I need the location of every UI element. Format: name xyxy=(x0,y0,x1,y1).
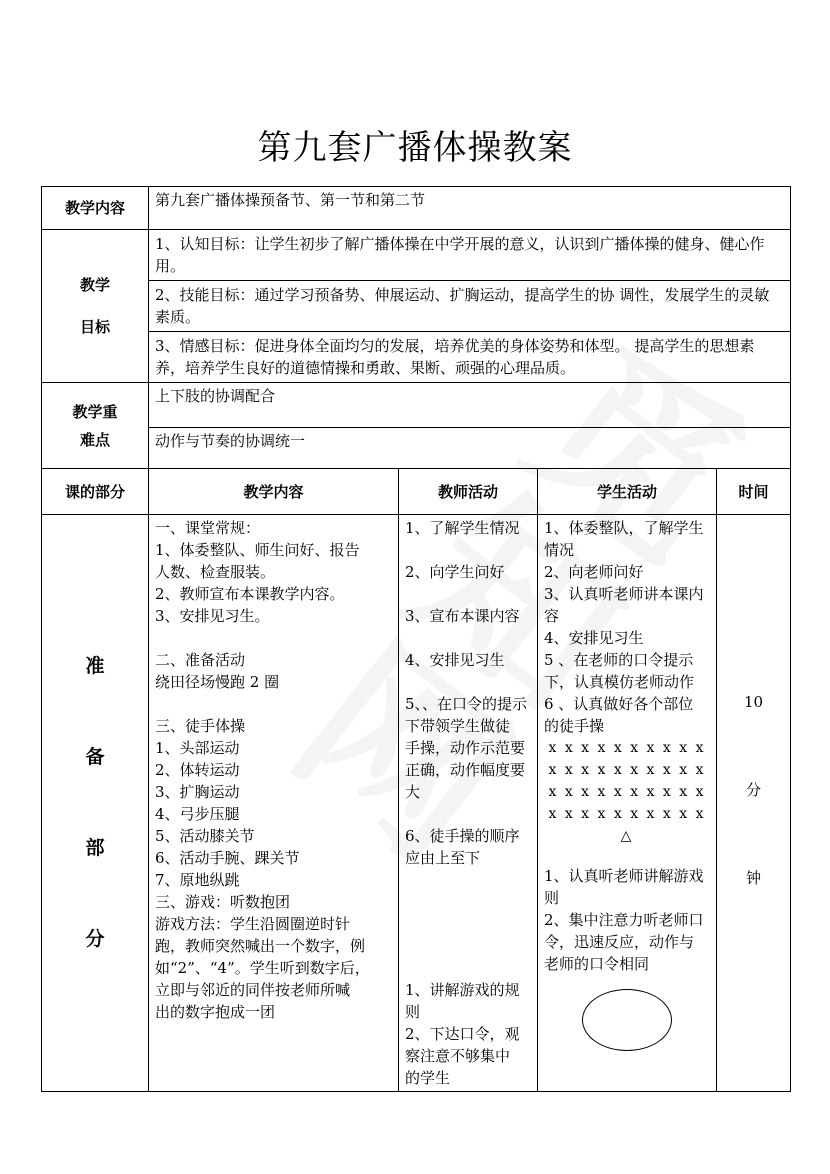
content-line: 三、徒手体操 xyxy=(155,717,246,735)
student-line: 6 、认真做好各个部位 xyxy=(544,695,694,713)
section-char: 部 xyxy=(85,837,105,859)
key-points-cell xyxy=(149,383,791,469)
lesson-plan-table xyxy=(41,186,791,1092)
teacher-line xyxy=(405,957,531,979)
section-char: 分 xyxy=(85,928,105,950)
content-line xyxy=(155,693,392,715)
label-content: 教学内容 xyxy=(42,187,149,230)
teacher-line: 应由上至下 xyxy=(405,849,481,867)
formation-diagram xyxy=(544,737,710,825)
label-key-points xyxy=(42,383,149,469)
teacher-line: 手操，动作示范要 xyxy=(405,739,526,757)
teacher-line: 则 xyxy=(405,1003,421,1021)
student-line: 4、安排见习生 xyxy=(544,629,644,647)
student-column xyxy=(538,515,717,1092)
teacher-line xyxy=(405,627,531,649)
label-key-line2: 难点 xyxy=(79,430,110,449)
key-point-1: 上下肢的协调配合 xyxy=(149,383,790,428)
content-line: 5、活动膝关节 xyxy=(155,827,255,845)
content-line: 1、体委整队、师生问好、报告 xyxy=(155,541,360,559)
header-student: 学生活动 xyxy=(538,469,717,515)
content-line: 人数、检查服装。 xyxy=(155,563,276,581)
teacher-line: 2、下达口令，观 xyxy=(405,1025,520,1043)
student-line: 老师的口令相同 xyxy=(544,955,650,973)
circle-diagram xyxy=(582,989,672,1051)
goal-cognitive: 1、认知目标：让学生初步了解广播体操在中学开展的意义，认识到广播体操的健身、健心作用。 xyxy=(149,230,790,281)
teacher-line xyxy=(405,539,531,561)
section-char: 准 xyxy=(85,655,105,677)
content-line: 3、安排见习生。 xyxy=(155,607,270,625)
student-line: 下，认真模仿老师动作 xyxy=(544,673,695,691)
content-line: 跑，教师突然喊出一个数字，例 xyxy=(155,937,366,955)
content-line: 7、原地纵跳 xyxy=(155,871,240,889)
teacher-line: 1、了解学生情况 xyxy=(405,519,520,537)
label-key-line1: 教学重 xyxy=(72,402,118,421)
teacher-line xyxy=(405,583,531,605)
content-line: 一、课堂常规： xyxy=(155,519,261,537)
time-value: 10 xyxy=(743,693,764,711)
header-part: 课的部分 xyxy=(42,469,149,515)
teacher-line xyxy=(405,869,531,891)
content-line: 游戏方法：学生沿圆圈逆时针 xyxy=(155,915,351,933)
goal-skill: 2、技能目标：通过学习预备势、伸展运动、扩胸运动，提高学生的协 调性，发展学生的灵敏素质。 xyxy=(149,281,790,332)
header-time: 时间 xyxy=(717,469,791,515)
section-char: 备 xyxy=(85,746,105,768)
content-line: 出的数字抱成一团 xyxy=(155,1003,276,1021)
teacher-line xyxy=(405,891,531,913)
formation-row: x x x x x x x x x x xyxy=(548,740,706,756)
content-line: 3、扩胸运动 xyxy=(155,783,240,801)
section-label-cell xyxy=(42,515,149,1092)
student-line: 则 xyxy=(544,889,560,907)
formation-row: x x x x x x x x x x xyxy=(548,784,706,800)
student-line: 2、集中注意力听老师口 xyxy=(544,911,704,929)
content-line: 三、游戏：听数抱团 xyxy=(155,893,291,911)
teacher-line: 察注意不够集中 xyxy=(405,1047,511,1065)
teacher-line: 5、、在口令的提示 xyxy=(405,695,528,713)
teacher-line xyxy=(405,935,531,957)
content-line: 1、头部运动 xyxy=(155,739,240,757)
content-column xyxy=(149,515,399,1092)
formation-row: x x x x x x x x x x xyxy=(548,762,706,778)
content-line: 二、准备活动 xyxy=(155,651,246,669)
content-line: 立即与邻近的同伴按老师所喊 xyxy=(155,981,351,999)
header-content: 教学内容 xyxy=(149,469,399,515)
key-point-2: 动作与节奏的协调统一 xyxy=(155,432,306,450)
time-unit: 钟 xyxy=(746,869,762,887)
student-line: 容 xyxy=(544,607,560,625)
page-title: 第九套广播体操教案 xyxy=(257,128,573,168)
teacher-line xyxy=(405,803,531,825)
student-line: 令，迅速反应，动作与 xyxy=(544,933,695,951)
teacher-line: 6、徒手操的顺序 xyxy=(405,827,520,845)
teacher-line: 大 xyxy=(405,783,421,801)
teacher-line xyxy=(405,671,531,693)
content-line: 绕田径场慢跑 2 圈 xyxy=(155,673,280,691)
teacher-line: 正确，动作幅度要 xyxy=(405,761,526,779)
content-line xyxy=(155,627,392,649)
teacher-line: 下带领学生做徒 xyxy=(405,717,511,735)
student-line: 情况 xyxy=(544,541,575,559)
goals-cell xyxy=(149,230,791,383)
student-line: 2、向老师问好 xyxy=(544,563,644,581)
time-unit: 分 xyxy=(746,781,762,799)
teacher-line: 2、向学生问好 xyxy=(405,563,505,581)
time-column xyxy=(717,515,791,1092)
content-line: 如“2”、“4”。学生听到数字后， xyxy=(155,959,370,977)
content-line: 2、教师宣布本课教学内容。 xyxy=(155,585,345,603)
teacher-line: 的学生 xyxy=(405,1069,451,1087)
content-line: 4、弓步压腿 xyxy=(155,805,240,823)
student-line: 5 、在老师的口令提示 xyxy=(544,651,694,669)
student-line: 3、认真听老师讲本课内 xyxy=(544,585,704,603)
student-line: 1、体委整队，了解学生 xyxy=(544,519,704,537)
header-teacher: 教师活动 xyxy=(399,469,538,515)
formation-marker: △ xyxy=(620,828,634,844)
content-line: 2、体转运动 xyxy=(155,761,240,779)
student-line: 1、认真听老师讲解游戏 xyxy=(544,867,704,885)
student-line: 的徒手操 xyxy=(544,717,605,735)
teacher-line: 1、讲解游戏的规 xyxy=(405,981,520,999)
teacher-line: 4、安排见习生 xyxy=(405,651,505,669)
label-goals xyxy=(42,230,149,383)
goal-emotion: 3、情感目标：促进身体全面均匀的发展，培养优美的身体姿势和体型。 提高学生的思想素养，培养学生良好的道德情操和勇敢、果断、顽强的心理品质。 xyxy=(155,337,755,377)
teacher-line xyxy=(405,913,531,935)
content-text: 第九套广播体操预备节、第一节和第二节 xyxy=(149,187,791,230)
label-goals-line1: 教学 xyxy=(79,276,110,294)
label-goals-line2: 目标 xyxy=(79,318,110,336)
content-line: 6、活动手腕、踝关节 xyxy=(155,849,300,867)
teacher-column xyxy=(399,515,538,1092)
formation-row: x x x x x x x x x x xyxy=(548,806,706,822)
teacher-line: 3、宣布本课内容 xyxy=(405,607,520,625)
